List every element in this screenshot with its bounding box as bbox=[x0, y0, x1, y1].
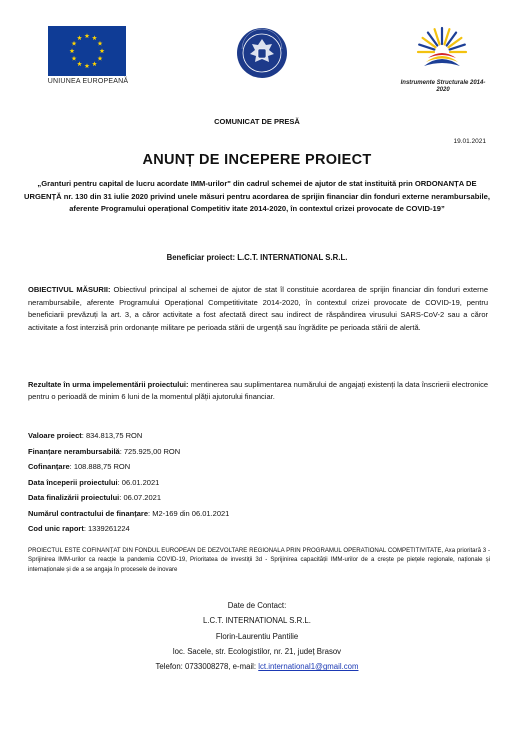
beneficiary-line: Beneficiar proiect: L.C.T. INTERNATIONAL S.R.L. bbox=[166, 253, 348, 262]
contact-block bbox=[0, 598, 514, 674]
page-title: ANUNȚ DE INCEPERE PROIECT bbox=[142, 152, 372, 168]
eu-star-icon bbox=[72, 41, 77, 46]
eu-star-icon bbox=[92, 61, 97, 66]
eu-star-icon bbox=[72, 56, 77, 61]
results-text: mentinerea sau suplimentarea numărului de angajați existenți la data înscrierii electronice pentru o perioadă de minim 6 luni de la momentul plății ajutorului financiar. bbox=[28, 380, 488, 402]
eu-logo-label: UNIUNEA EUROPEANĂ bbox=[47, 78, 129, 85]
fact-value: : 108.888,75 RON bbox=[69, 462, 131, 471]
release-date: 19.01.2021 bbox=[453, 138, 486, 145]
fact-label: Numărul contractului de finanțare bbox=[28, 508, 149, 518]
contact-phone-line bbox=[0, 659, 514, 674]
eu-star-icon bbox=[98, 41, 103, 46]
cofinancing-note: PROIECTUL ESTE COFINANȚAT DIN FONDUL EUROPEAN DE DEZVOLTARE REGIONALA PRIN PROGRAMUL OPERATIONAL COMPETITIVITATE, Axa prioritară 3 - Sprijinirea IMM-urilor ca reacție la pandemia COVID-19, Prioritatea de investiții 3d - Sprijinirea capacității IMM-urilor de a crește pe piețele regionale, naționale și internaționale și de a se angaja în procesele de inovare bbox=[28, 547, 490, 573]
eu-star-icon bbox=[85, 33, 90, 38]
fact-label: Data finalizării proiectului bbox=[28, 493, 120, 502]
results-label: Rezultate în urma impelementării proiectului: bbox=[28, 380, 189, 389]
contact-phone: Telefon: 0733008278, e-mail: bbox=[155, 662, 259, 672]
eu-star-icon bbox=[77, 61, 82, 66]
fact-nonrefundable-funding bbox=[28, 444, 488, 460]
objective-paragraph bbox=[28, 284, 488, 334]
fact-end-date bbox=[28, 490, 488, 506]
fact-value: : 1339261224 bbox=[83, 524, 130, 533]
project-facts-list bbox=[28, 428, 488, 537]
fact-value: : M2-169 din 06.01.2021 bbox=[148, 508, 230, 518]
contact-address: loc. Sacele, str. Ecologistilor, nr. 21, județ Brasov bbox=[172, 646, 342, 656]
project-subtitle: „Granturi pentru capital de lucru acordate IMM-urilor" din cadrul schemei de ajutor de stat instituită prin ORDONANȚA DE URGENȚĂ nr. 130 din 31 iulie 2020 privind unele măsuri pentru acordarea de sprijin financiar din fonduri externe nerambursabile, aferente Programului operațional Competitiv itate 2014-2020, în contextul crizei provocate de COVID-19” bbox=[24, 179, 490, 213]
contact-company: L.C.T. INTERNATIONAL S.R.L. bbox=[203, 616, 311, 626]
fact-value: : 06.07.2021 bbox=[119, 493, 161, 502]
eu-star-icon bbox=[70, 48, 75, 53]
government-seal-logo bbox=[236, 27, 288, 79]
eu-star-icon bbox=[85, 63, 90, 68]
fact-label: Data începerii proiectului bbox=[28, 477, 118, 487]
fact-start-date bbox=[28, 475, 488, 491]
fact-label: Finanțare nerambursabilă bbox=[28, 446, 120, 456]
fact-label: Valoare proiect bbox=[28, 431, 82, 440]
fact-project-value bbox=[28, 428, 488, 444]
objective-text: Obiectivul principal al schemei de ajutor de stat îl constituie acordarea de sprijin financiar din fonduri externe nerambursabile, aferente Programului Operațional Competitivitate 2014-2020, în contextul crizei provocate de COVID-19, pentru beneficiarii prevăzuți la art. 3, a căror activitate a fost afectată direct sau indirect de răspândirea virusului SARS-CoV-2 sau a căror activitate a fost interzisă prin ordonanțe militare pe perioada stării de urgență sau îngrădite pe perioada stării de alertă. bbox=[28, 285, 488, 332]
eu-flag-logo bbox=[48, 26, 126, 76]
contact-person: Florin-Laurentiu Pantilie bbox=[215, 631, 299, 641]
fact-contract-number bbox=[28, 506, 488, 522]
eu-star-icon bbox=[92, 35, 97, 40]
fact-value: : 725.925,00 RON bbox=[119, 446, 181, 456]
fact-report-code bbox=[28, 521, 488, 537]
press-release-heading: COMUNICAT DE PRESĂ bbox=[214, 117, 300, 126]
results-paragraph bbox=[28, 379, 488, 404]
eu-star-icon bbox=[98, 56, 103, 61]
fact-label: Cofinanțare bbox=[28, 462, 70, 471]
eu-star-icon bbox=[77, 35, 82, 40]
eu-star-icon bbox=[100, 48, 105, 53]
structural-instruments-label: Instrumente Structurale 2014-2020 bbox=[400, 80, 486, 93]
contact-email-link[interactable]: lct.international1@gmail.com bbox=[258, 662, 359, 672]
fact-cofinancing bbox=[28, 459, 488, 475]
fact-value: : 834.813,75 RON bbox=[81, 431, 143, 440]
objective-label: OBIECTIVUL MĂSURII: bbox=[28, 285, 111, 294]
structural-instruments-logo bbox=[414, 22, 470, 78]
fact-label: Cod unic raport bbox=[28, 524, 84, 533]
contact-heading: Date de Contact: bbox=[227, 601, 287, 610]
fact-value: : 06.01.2021 bbox=[117, 477, 160, 487]
